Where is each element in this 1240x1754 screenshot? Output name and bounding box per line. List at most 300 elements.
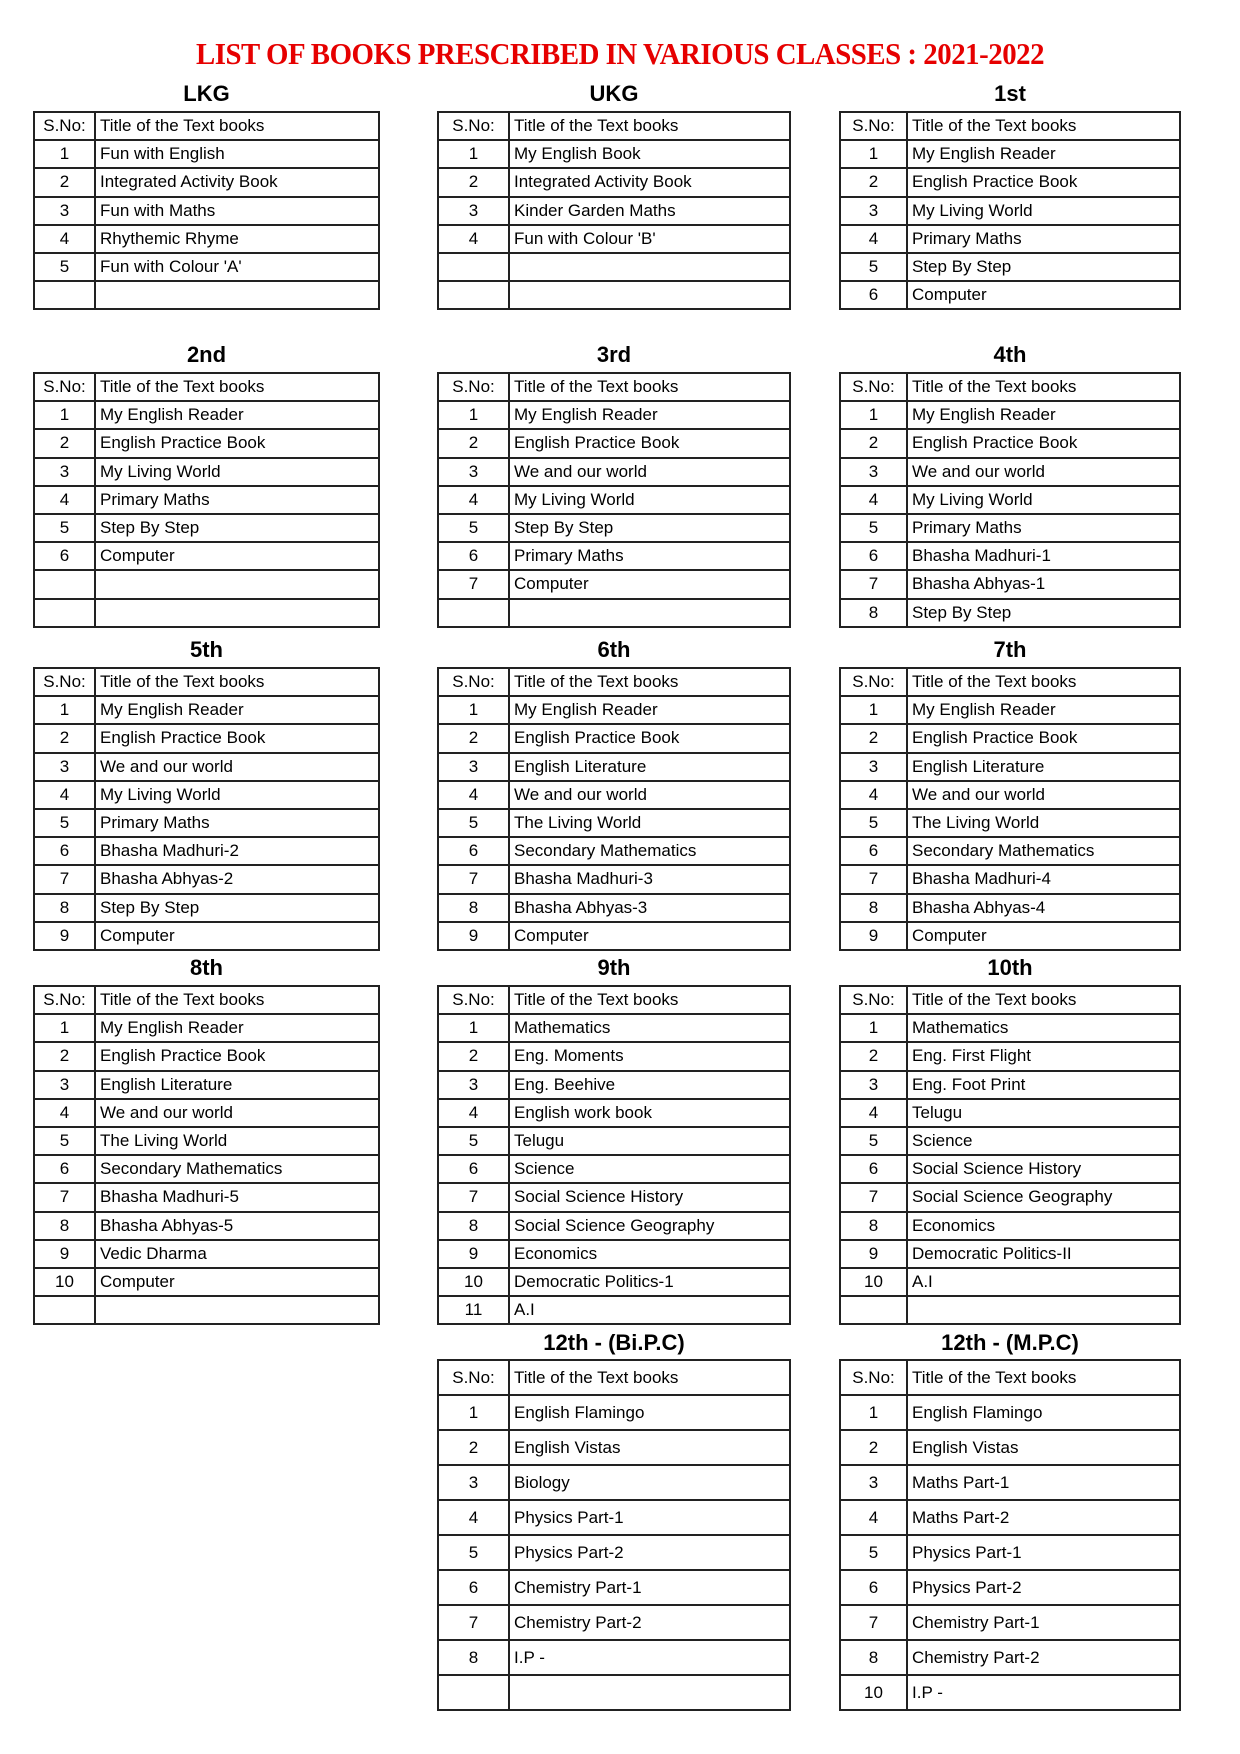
serial-number: 9 <box>438 922 509 950</box>
serial-number: 8 <box>840 599 907 627</box>
book-title: Chemistry Part-1 <box>907 1605 1180 1640</box>
serial-number: 5 <box>840 253 907 281</box>
serial-number: 1 <box>840 1014 907 1042</box>
book-title: Primary Maths <box>95 809 379 837</box>
table-row <box>34 724 379 752</box>
serial-number: 3 <box>438 197 509 225</box>
title-header: Title of the Text books <box>907 986 1180 1014</box>
serial-number: 1 <box>840 140 907 168</box>
book-title: English Practice Book <box>95 1042 379 1070</box>
book-title: A.I <box>509 1296 790 1324</box>
table-row <box>840 1535 1180 1570</box>
sno-header: S.No: <box>34 112 95 140</box>
book-title: English Literature <box>95 1071 379 1099</box>
book-title: Physics Part-2 <box>907 1570 1180 1605</box>
book-title: Telugu <box>509 1127 790 1155</box>
book-title: English Vistas <box>907 1430 1180 1465</box>
class-heading: 6th <box>597 637 631 662</box>
table-row <box>34 458 379 486</box>
book-title: My Living World <box>95 458 379 486</box>
table-row <box>840 1500 1180 1535</box>
serial-number: 9 <box>840 922 907 950</box>
class-heading: 1st <box>994 81 1026 106</box>
book-title: Social Science History <box>907 1155 1180 1183</box>
table-row <box>840 1212 1180 1240</box>
serial-number: 2 <box>438 724 509 752</box>
book-title: We and our world <box>509 781 790 809</box>
book-title: We and our world <box>509 458 790 486</box>
table-row <box>34 1127 379 1155</box>
table-row <box>438 514 790 542</box>
book-title: Democratic Politics-1 <box>509 1268 790 1296</box>
book-title: Biology <box>509 1465 790 1500</box>
book-title: Secondary Mathematics <box>509 837 790 865</box>
serial-number: 3 <box>840 753 907 781</box>
serial-number: 3 <box>840 1071 907 1099</box>
class-heading: LKG <box>183 81 230 106</box>
serial-number: 9 <box>438 1240 509 1268</box>
title-header: Title of the Text books <box>509 1360 790 1395</box>
table-row <box>438 1127 790 1155</box>
table-row <box>438 570 790 598</box>
serial-number: 3 <box>438 1465 509 1500</box>
title-header: Title of the Text books <box>509 112 790 140</box>
class-heading: 2nd <box>186 342 227 367</box>
book-title: Democratic Politics-II <box>907 1240 1180 1268</box>
table-header-row <box>840 1360 1180 1395</box>
serial-number: 4 <box>840 781 907 809</box>
table-row <box>438 1014 790 1042</box>
table-row <box>438 1640 790 1675</box>
serial-number: 3 <box>840 197 907 225</box>
sno-header: S.No: <box>438 986 509 1014</box>
book-title: My English Reader <box>509 401 790 429</box>
table-row <box>840 1268 1180 1296</box>
table-row <box>840 1570 1180 1605</box>
books-table <box>33 111 380 310</box>
book-title: English Practice Book <box>95 724 379 752</box>
book-title: Integrated Activity Book <box>509 168 790 196</box>
serial-number: 1 <box>438 1395 509 1430</box>
table-header-row <box>34 668 379 696</box>
sno-header: S.No: <box>840 112 907 140</box>
serial-number: 6 <box>34 542 95 570</box>
table-row <box>34 1183 379 1211</box>
title-header: Title of the Text books <box>907 373 1180 401</box>
table-row <box>34 281 379 309</box>
serial-number: 8 <box>840 1212 907 1240</box>
books-table <box>33 372 380 628</box>
serial-number: 1 <box>438 696 509 724</box>
table-row <box>438 225 790 253</box>
serial-number: 10 <box>34 1268 95 1296</box>
books-table <box>437 372 791 628</box>
serial-number: 3 <box>34 197 95 225</box>
book-title: Bhasha Abhyas-5 <box>95 1212 379 1240</box>
serial-number: 4 <box>840 225 907 253</box>
serial-number: 7 <box>840 1183 907 1211</box>
title-header: Title of the Text books <box>95 373 379 401</box>
table-row <box>438 1099 790 1127</box>
table-row <box>840 865 1180 893</box>
table-header-row <box>840 986 1180 1014</box>
book-title: Step By Step <box>95 894 379 922</box>
table-row <box>840 281 1180 309</box>
book-title: Primary Maths <box>509 542 790 570</box>
table-row <box>438 1296 790 1324</box>
table-row <box>34 865 379 893</box>
serial-number: 7 <box>34 1183 95 1211</box>
table-row <box>34 1014 379 1042</box>
serial-number: 5 <box>438 809 509 837</box>
table-row <box>438 753 790 781</box>
book-title: English Flamingo <box>509 1395 790 1430</box>
serial-number: 6 <box>840 837 907 865</box>
table-row <box>840 1071 1180 1099</box>
serial-number: 5 <box>34 809 95 837</box>
serial-number: 4 <box>438 781 509 809</box>
book-title: My Living World <box>907 197 1180 225</box>
serial-number: 6 <box>438 837 509 865</box>
book-title: Social Science History <box>509 1183 790 1211</box>
serial-number: 6 <box>438 1570 509 1605</box>
table-row <box>840 429 1180 457</box>
serial-number <box>34 1296 95 1324</box>
serial-number: 7 <box>840 1605 907 1640</box>
serial-number: 2 <box>34 168 95 196</box>
book-title: We and our world <box>907 781 1180 809</box>
table-header-row <box>438 668 790 696</box>
book-title: My English Reader <box>907 140 1180 168</box>
serial-number: 2 <box>34 429 95 457</box>
book-title: Computer <box>509 922 790 950</box>
serial-number: 8 <box>34 1212 95 1240</box>
serial-number: 6 <box>840 1570 907 1605</box>
table-row <box>34 753 379 781</box>
book-title: Mathematics <box>509 1014 790 1042</box>
book-title: Social Science Geography <box>907 1183 1180 1211</box>
book-title <box>509 253 790 281</box>
serial-number <box>438 253 509 281</box>
book-title: Computer <box>907 922 1180 950</box>
table-row <box>840 514 1180 542</box>
serial-number: 5 <box>438 514 509 542</box>
serial-number: 3 <box>438 458 509 486</box>
title-header: Title of the Text books <box>95 986 379 1014</box>
serial-number: 2 <box>438 429 509 457</box>
serial-number: 1 <box>438 140 509 168</box>
table-row <box>840 1127 1180 1155</box>
book-title: We and our world <box>95 753 379 781</box>
table-row <box>438 809 790 837</box>
serial-number: 10 <box>840 1675 907 1710</box>
books-table <box>437 111 791 310</box>
class-heading: UKG <box>589 81 639 106</box>
table-row <box>438 458 790 486</box>
table-row <box>34 1071 379 1099</box>
book-title: My English Reader <box>95 1014 379 1042</box>
table-row <box>438 1535 790 1570</box>
book-title: I.P - <box>509 1640 790 1675</box>
book-title: English Literature <box>509 753 790 781</box>
book-title: English Flamingo <box>907 1395 1180 1430</box>
table-row <box>34 922 379 950</box>
serial-number: 9 <box>34 1240 95 1268</box>
book-title: Bhasha Abhyas-1 <box>907 570 1180 598</box>
serial-number: 6 <box>438 542 509 570</box>
serial-number: 2 <box>840 1430 907 1465</box>
book-title: Eng. First Flight <box>907 1042 1180 1070</box>
serial-number: 4 <box>840 1099 907 1127</box>
table-row <box>34 809 379 837</box>
table-row <box>840 225 1180 253</box>
serial-number: 3 <box>34 753 95 781</box>
serial-number: 4 <box>840 486 907 514</box>
books-table <box>839 667 1181 951</box>
serial-number <box>34 599 95 627</box>
table-row <box>438 281 790 309</box>
book-title: Social Science Geography <box>509 1212 790 1240</box>
table-row <box>840 1395 1180 1430</box>
table-row <box>34 1268 379 1296</box>
book-title: English work book <box>509 1099 790 1127</box>
serial-number: 4 <box>34 225 95 253</box>
table-row <box>840 401 1180 429</box>
table-row <box>840 1099 1180 1127</box>
class-heading: 4th <box>993 342 1027 367</box>
title-header: Title of the Text books <box>907 668 1180 696</box>
table-row <box>34 1212 379 1240</box>
book-title: Bhasha Abhyas-4 <box>907 894 1180 922</box>
table-header-row <box>840 373 1180 401</box>
serial-number: 11 <box>438 1296 509 1324</box>
book-title: Bhasha Madhuri-1 <box>907 542 1180 570</box>
serial-number: 7 <box>840 865 907 893</box>
class-heading: 5th <box>190 637 223 662</box>
table-header-row <box>438 112 790 140</box>
class-heading: 8th <box>190 955 223 980</box>
book-title: We and our world <box>907 458 1180 486</box>
table-header-row <box>438 986 790 1014</box>
serial-number: 6 <box>840 281 907 309</box>
serial-number: 5 <box>438 1127 509 1155</box>
books-table <box>33 985 380 1325</box>
table-row <box>34 1296 379 1324</box>
book-title: Fun with English <box>95 140 379 168</box>
book-title <box>95 570 379 598</box>
table-row <box>34 197 379 225</box>
table-row <box>840 1155 1180 1183</box>
book-title: Step By Step <box>907 253 1180 281</box>
table-row <box>438 253 790 281</box>
table-row <box>438 1430 790 1465</box>
table-row <box>438 1675 790 1710</box>
book-title: The Living World <box>95 1127 379 1155</box>
table-row <box>840 1465 1180 1500</box>
book-title: Fun with Colour 'B' <box>509 225 790 253</box>
table-row <box>34 570 379 598</box>
table-row <box>840 1640 1180 1675</box>
table-header-row <box>34 373 379 401</box>
serial-number: 4 <box>438 1500 509 1535</box>
serial-number: 5 <box>840 514 907 542</box>
sno-header: S.No: <box>840 1360 907 1395</box>
serial-number: 7 <box>438 1183 509 1211</box>
table-row <box>34 486 379 514</box>
book-title: Step By Step <box>509 514 790 542</box>
table-row <box>34 1155 379 1183</box>
book-title: Primary Maths <box>907 514 1180 542</box>
book-title: Eng. Foot Print <box>907 1071 1180 1099</box>
serial-number: 1 <box>438 1014 509 1042</box>
book-title: English Practice Book <box>907 168 1180 196</box>
serial-number: 3 <box>840 1465 907 1500</box>
book-title: My English Reader <box>907 401 1180 429</box>
table-row <box>840 922 1180 950</box>
serial-number: 8 <box>840 1640 907 1675</box>
serial-number: 7 <box>438 865 509 893</box>
table-header-row <box>34 112 379 140</box>
table-row <box>438 542 790 570</box>
book-title: Maths Part-2 <box>907 1500 1180 1535</box>
table-row <box>34 599 379 627</box>
book-title: Physics Part-1 <box>509 1500 790 1535</box>
book-title: My Living World <box>95 781 379 809</box>
table-row <box>438 1395 790 1430</box>
book-title <box>509 281 790 309</box>
book-title: Economics <box>907 1212 1180 1240</box>
book-title: We and our world <box>95 1099 379 1127</box>
book-title: My Living World <box>509 486 790 514</box>
table-header-row <box>840 112 1180 140</box>
book-title: Bhasha Madhuri-2 <box>95 837 379 865</box>
serial-number: 4 <box>438 225 509 253</box>
serial-number: 7 <box>34 865 95 893</box>
serial-number: 2 <box>840 724 907 752</box>
serial-number: 4 <box>840 1500 907 1535</box>
class-heading: 12th - (Bi.P.C) <box>543 1330 685 1355</box>
table-row <box>840 542 1180 570</box>
book-title: Computer <box>95 1268 379 1296</box>
book-title: Kinder Garden Maths <box>509 197 790 225</box>
book-title: Fun with Maths <box>95 197 379 225</box>
book-title: Chemistry Part-2 <box>907 1640 1180 1675</box>
books-table <box>33 667 380 951</box>
book-title: A.I <box>907 1268 1180 1296</box>
book-title: Eng. Moments <box>509 1042 790 1070</box>
table-row <box>840 1014 1180 1042</box>
book-title: Computer <box>95 542 379 570</box>
serial-number <box>840 1296 907 1324</box>
table-row <box>438 1605 790 1640</box>
books-table <box>437 985 791 1325</box>
table-row <box>840 753 1180 781</box>
serial-number: 1 <box>840 1395 907 1430</box>
book-title: English Practice Book <box>95 429 379 457</box>
table-row <box>34 1042 379 1070</box>
table-row <box>840 570 1180 598</box>
book-title: Bhasha Madhuri-4 <box>907 865 1180 893</box>
table-row <box>840 140 1180 168</box>
book-title: Fun with Colour 'A' <box>95 253 379 281</box>
class-heading: 9th <box>597 955 631 980</box>
serial-number <box>438 281 509 309</box>
book-title: Computer <box>907 281 1180 309</box>
table-row <box>840 809 1180 837</box>
serial-number: 7 <box>438 570 509 598</box>
serial-number: 1 <box>438 401 509 429</box>
books-table <box>839 111 1181 310</box>
serial-number: 5 <box>34 1127 95 1155</box>
serial-number <box>438 599 509 627</box>
serial-number: 7 <box>438 1605 509 1640</box>
table-row <box>840 197 1180 225</box>
book-title: Secondary Mathematics <box>95 1155 379 1183</box>
serial-number: 5 <box>840 1127 907 1155</box>
book-title: Chemistry Part-1 <box>509 1570 790 1605</box>
books-table <box>437 667 791 951</box>
serial-number: 6 <box>840 542 907 570</box>
serial-number: 4 <box>34 781 95 809</box>
book-title: English Vistas <box>509 1430 790 1465</box>
table-row <box>840 253 1180 281</box>
sno-header: S.No: <box>34 373 95 401</box>
class-heading: 7th <box>993 637 1027 662</box>
book-title: English Literature <box>907 753 1180 781</box>
serial-number: 3 <box>34 458 95 486</box>
book-title: Economics <box>509 1240 790 1268</box>
book-title: Rhythemic Rhyme <box>95 225 379 253</box>
serial-number: 1 <box>34 1014 95 1042</box>
table-row <box>438 894 790 922</box>
serial-number: 7 <box>840 570 907 598</box>
book-title: Telugu <box>907 1099 1180 1127</box>
table-row <box>840 724 1180 752</box>
table-row <box>840 1296 1180 1324</box>
sno-header: S.No: <box>438 1360 509 1395</box>
table-row <box>840 486 1180 514</box>
table-row <box>840 168 1180 196</box>
book-title: Computer <box>509 570 790 598</box>
serial-number: 2 <box>34 1042 95 1070</box>
book-title: Science <box>907 1127 1180 1155</box>
title-header: Title of the Text books <box>907 112 1180 140</box>
serial-number: 5 <box>34 253 95 281</box>
book-title: Science <box>509 1155 790 1183</box>
table-row <box>438 486 790 514</box>
serial-number: 3 <box>840 458 907 486</box>
table-row <box>34 429 379 457</box>
table-row <box>438 1240 790 1268</box>
table-row <box>840 837 1180 865</box>
serial-number: 10 <box>840 1268 907 1296</box>
table-header-row <box>34 986 379 1014</box>
book-title: Physics Part-2 <box>509 1535 790 1570</box>
table-row <box>438 1570 790 1605</box>
books-table <box>437 1359 791 1711</box>
table-row <box>840 1042 1180 1070</box>
table-row <box>438 140 790 168</box>
book-title: Step By Step <box>907 599 1180 627</box>
title-header: Title of the Text books <box>95 668 379 696</box>
table-row <box>840 1240 1180 1268</box>
book-title: Chemistry Part-2 <box>509 1605 790 1640</box>
table-row <box>34 542 379 570</box>
table-row <box>840 1183 1180 1211</box>
serial-number: 8 <box>438 1640 509 1675</box>
table-row <box>34 168 379 196</box>
serial-number: 3 <box>438 753 509 781</box>
